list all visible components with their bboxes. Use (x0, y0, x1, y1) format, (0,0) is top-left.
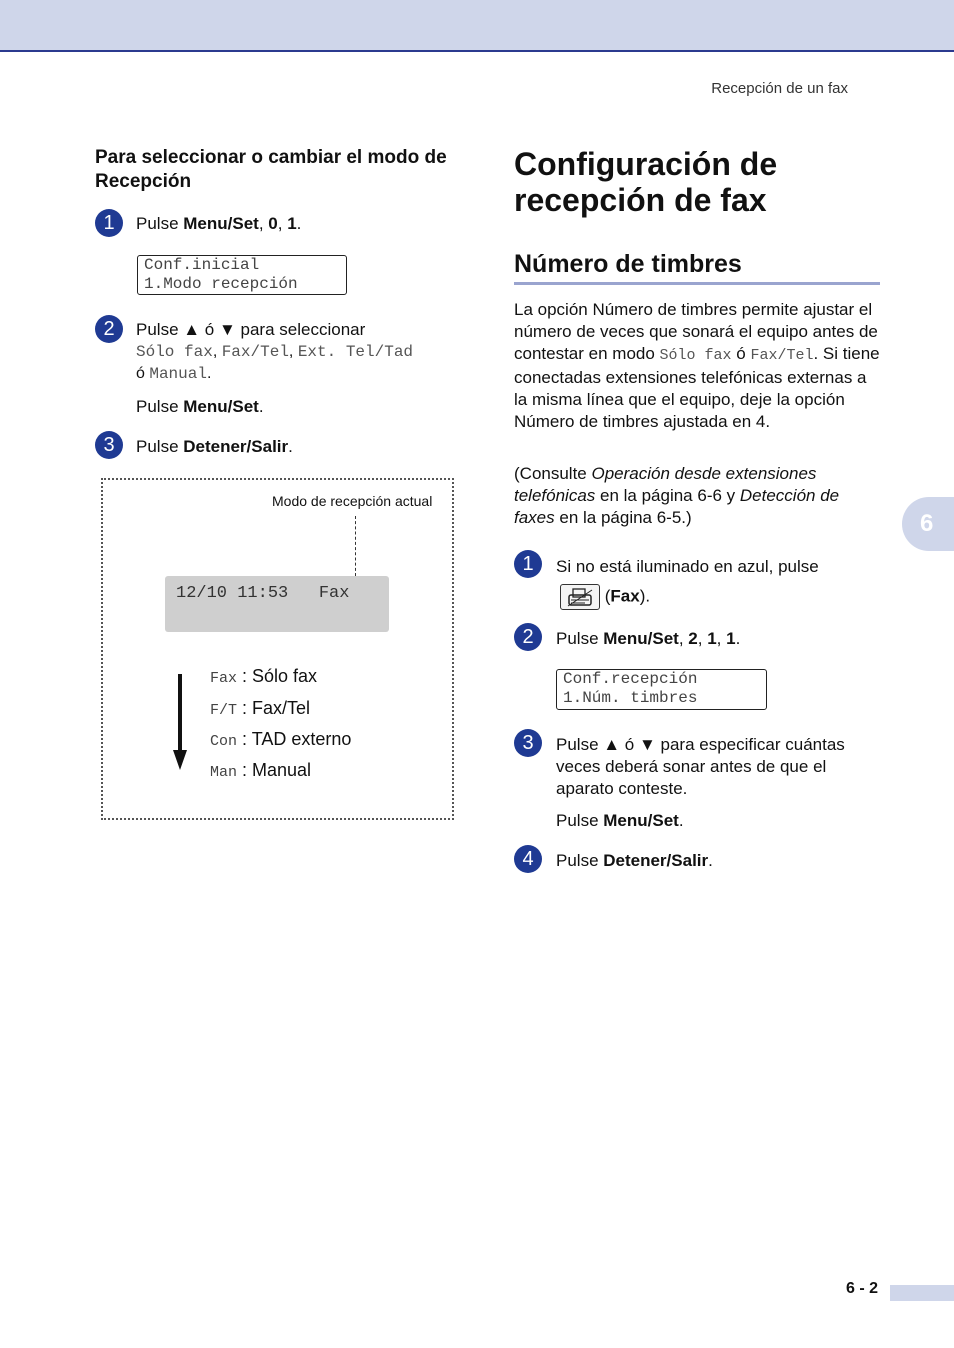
section-title: Número de timbres (514, 250, 742, 278)
reference-paragraph: (Consulte Operación desde extensiones telefónicas en la página 6-6 y Detección de faxes en la página 6-5.) (514, 464, 840, 527)
mode-item: Fax : Sólo fax (210, 666, 318, 687)
lcd-display-setup: Conf.inicial 1.Modo recepción (137, 255, 347, 295)
step-number: 4 (514, 845, 542, 873)
step-2-text: Pulse ▲ ó ▼ para seleccionar Sólo fax, Fax/Tel, Ext. Tel/Tad ó Manual. (136, 320, 414, 383)
chapter-tab: 6 (902, 497, 954, 551)
step-number: 1 (514, 550, 542, 578)
fax-button[interactable] (560, 584, 600, 610)
fax-icon (565, 587, 595, 607)
step-number: 3 (95, 431, 123, 459)
callout-label: Modo de recepción actual (272, 493, 433, 509)
mode-item: Con : TAD externo (210, 729, 352, 750)
step-1-text: Si no está iluminado en azul, pulse (556, 557, 819, 576)
top-band (0, 0, 954, 52)
fax-key-line: (Fax). (560, 584, 650, 610)
running-header: Recepción de un fax (711, 80, 848, 97)
step-2-press: Pulse Menu/Set. (136, 397, 264, 416)
down-arrow-icon (172, 672, 188, 772)
step-3-text: Pulse ▲ ó ▼ para especificar cuántas veces deberá sonar antes de que el aparato conteste. (556, 735, 845, 798)
footer-bar (890, 1285, 954, 1301)
step-1-text: Pulse Menu/Set, 0, 1. (136, 214, 302, 233)
page-title: Configuración de recepción de fax (514, 146, 778, 218)
mode-item: Man : Manual (210, 760, 312, 781)
step-2-text: Pulse Menu/Set, 2, 1, 1. (556, 629, 741, 648)
callout-line (355, 516, 356, 576)
step-number: 3 (514, 729, 542, 757)
lcd-screen: 12/10 11:53 Fax (165, 576, 389, 632)
step-4-text: Pulse Detener/Salir. (556, 851, 713, 870)
intro-paragraph: La opción Número de timbres permite ajustar el número de veces que sonará el equipo antes de contestar en modo Sólo fax ó Fax/Tel. Si tiene conectadas extensiones telefónicas externas a la misma línea que el equipo, deje la opción Número de timbres ajustada en 4. (514, 300, 880, 431)
step-number: 2 (95, 315, 123, 343)
step-3-text: Pulse Detener/Salir. (136, 437, 293, 456)
lcd-display-rings: Conf.recepción 1.Núm. timbres (556, 669, 767, 710)
section-divider (514, 282, 880, 285)
step-number: 1 (95, 209, 123, 237)
step-number: 2 (514, 623, 542, 651)
page-number: 6 - 2 (846, 1280, 879, 1297)
step-3-press: Pulse Menu/Set. (556, 811, 684, 830)
left-subheading: Para seleccionar o cambiar el modo de Recepción (95, 147, 447, 192)
mode-item: F/T : Fax/Tel (210, 698, 311, 719)
